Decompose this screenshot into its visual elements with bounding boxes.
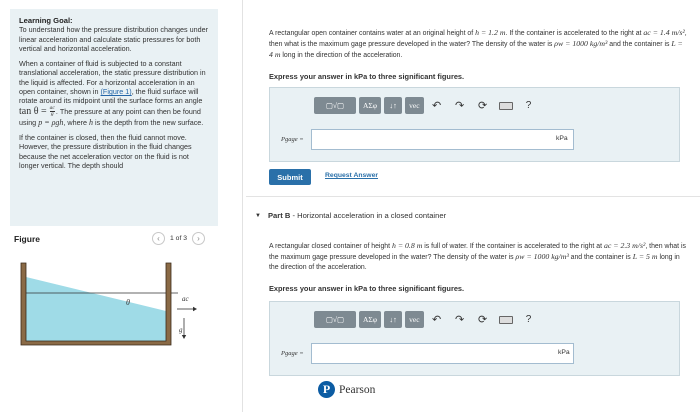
request-answer-link[interactable]: Request Answer (325, 172, 379, 179)
part-b-header[interactable]: ▼ Part B - Horizontal acceleration in a closed container (255, 211, 447, 220)
learning-goal-intro: To understand how the pressure distribution changes under linear acceleration and calculate static pressures for both vertical and horizontal acceleration. (19, 25, 208, 53)
part-a-answer-box (269, 87, 680, 162)
learning-goal-paragraph-3: If the container is closed, then the fluid cannot move. However, the pressure distribution in the fluid changes because the net acceleration vector on the fluid is not longer vertical. The depth should (19, 132, 192, 170)
figure-page-indicator: 1 of 3 (170, 235, 188, 242)
previous-figure-button[interactable]: ‹ (152, 232, 165, 245)
next-figure-button[interactable]: › (192, 232, 205, 245)
part-a-math-toolbar (314, 97, 539, 114)
section-divider (246, 196, 700, 197)
greek-symbols-button[interactable]: ΑΣφ (359, 311, 381, 328)
part-a-answer-input[interactable] (311, 129, 574, 150)
p-gage-label: Pgage = (281, 136, 304, 143)
pearson-wordmark: Pearson (339, 383, 376, 396)
figure-pager (152, 232, 205, 245)
p-gage-label: Pgage = (281, 350, 304, 357)
submit-button[interactable]: Submit (269, 169, 311, 185)
keyboard-icon[interactable] (496, 311, 516, 328)
pressure-formula: p = ρgh (38, 117, 64, 127)
theta-label: θ (126, 298, 130, 307)
subscript-superscript-button[interactable]: ↓↑ (384, 97, 402, 114)
vector-button[interactable]: vec (405, 97, 423, 114)
redo-icon[interactable]: ↷ (454, 314, 465, 326)
part-b-question: A rectangular closed container of height h = 0.8 m is full of water. If the container is accelerated to the right at ac = 2.3 m/s², then what is the maximum gage pressure developed in the water? The density of the water is ρw = 1000 kg/m³ and the container is L = 5 m long in the direction of the acceleration. (269, 241, 686, 272)
undo-icon[interactable]: ↶ (431, 100, 442, 112)
learning-goal-title: Learning Goal: (19, 16, 73, 25)
help-icon[interactable]: ? (525, 314, 532, 325)
redo-icon[interactable]: ↷ (454, 100, 465, 112)
ac-over-g-fraction: $\frac{ac}{g}$ (49, 104, 55, 118)
learning-goal-paragraph-2: When a container of fluid is subjected to a constant translational acceleration, the static pressure distribution in the liquid is affected. For a horizontal acceleration in an open container, shown in (Figure 1), the fluid surface will rotate around its midpoint until the surface forms an angle tan θ = $\frac{ac}{g}$ . The pressure at any point can then be found using p = ρgh, where h is the depth from the new surface. (19, 59, 206, 127)
tan-theta-equation: tan θ = (19, 105, 47, 117)
reset-icon[interactable]: ⟳ (477, 100, 488, 112)
acceleration-label: ac (182, 295, 189, 303)
part-a-unit-label: kPa (556, 135, 568, 142)
part-b-unit-label: kPa (558, 349, 570, 356)
pearson-logo-icon: P (318, 381, 335, 398)
part-b-math-toolbar (314, 311, 539, 328)
part-b-instruction: Express your answer in kPa to three significant figures. (269, 284, 465, 293)
pearson-brand (318, 381, 375, 398)
container-figure (14, 255, 214, 365)
undo-icon[interactable]: ↶ (431, 314, 442, 326)
reset-icon[interactable]: ⟳ (477, 314, 488, 326)
panel-divider (242, 0, 243, 412)
learning-goal-panel (10, 9, 218, 226)
greek-symbols-button[interactable]: ΑΣφ (359, 97, 381, 114)
part-a-instruction: Express your answer in kPa to three significant figures. (269, 72, 465, 81)
part-a-question: A rectangular open container contains water at an original height of h = 1.2 m. If the container is accelerated to the right at ac = 1.4 m/s², then what is the maximum gage pressure developed in the water? The density of the water is ρw = 1000 kg/m³ and the container is L = 4 m long in the direction of the acceleration. (269, 28, 687, 60)
help-icon[interactable]: ? (525, 100, 532, 111)
templates-button[interactable]: ▢√▢ (314, 97, 356, 114)
collapse-caret-icon[interactable]: ▼ (255, 212, 261, 219)
part-b-answer-input[interactable] (311, 343, 574, 364)
water-region (26, 277, 166, 341)
gravity-label: g (179, 326, 183, 334)
subscript-superscript-button[interactable]: ↓↑ (384, 311, 402, 328)
part-b-answer-box (269, 301, 680, 376)
figure-1-link[interactable]: (Figure 1) (100, 87, 132, 97)
templates-button[interactable]: ▢√▢ (314, 311, 356, 328)
vector-button[interactable]: vec (405, 311, 423, 328)
keyboard-icon[interactable] (496, 97, 516, 114)
figure-heading: Figure (14, 234, 40, 244)
